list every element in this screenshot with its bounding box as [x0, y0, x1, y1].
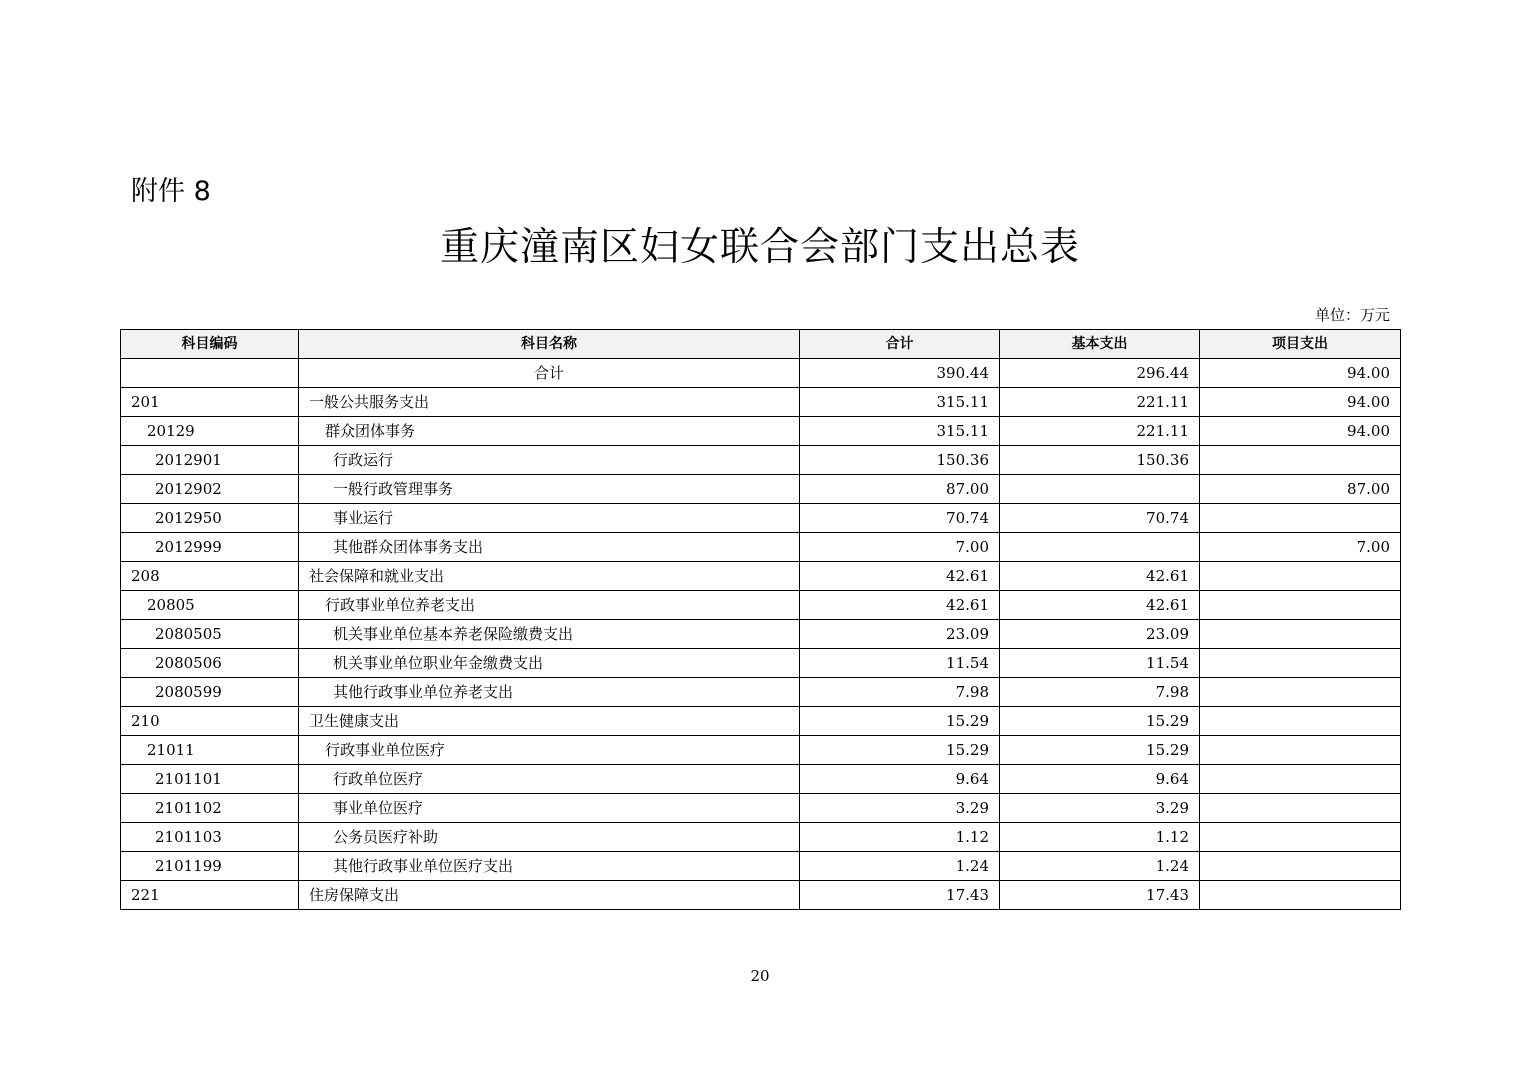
cell-name: 机关事业单位职业年金缴费支出	[299, 649, 800, 678]
cell-code: 201	[121, 388, 299, 417]
table-body	[121, 359, 1401, 910]
cell-project	[1200, 852, 1401, 881]
table-row	[121, 881, 1401, 910]
cell-basic: 23.09	[1000, 620, 1200, 649]
cell-total: 23.09	[800, 620, 1000, 649]
table-row	[121, 794, 1401, 823]
cell-code: 2012901	[121, 446, 299, 475]
cell-total: 15.29	[800, 707, 1000, 736]
unit-label: 单位：万元	[1314, 306, 1390, 324]
cell-name: 公务员医疗补助	[299, 823, 800, 852]
cell-basic: 1.12	[1000, 823, 1200, 852]
cell-project: 94.00	[1200, 388, 1401, 417]
cell-code	[121, 359, 299, 388]
cell-basic: 1.24	[1000, 852, 1200, 881]
cell-name: 群众团体事务	[299, 417, 800, 446]
cell-name: 行政运行	[299, 446, 800, 475]
column-header-code: 科目编码	[121, 330, 299, 359]
column-header-name: 科目名称	[299, 330, 800, 359]
table-row	[121, 852, 1401, 881]
cell-project	[1200, 620, 1401, 649]
cell-name: 机关事业单位基本养老保险缴费支出	[299, 620, 800, 649]
cell-code: 2012902	[121, 475, 299, 504]
table-row	[121, 649, 1401, 678]
cell-code: 2080506	[121, 649, 299, 678]
cell-project	[1200, 562, 1401, 591]
table-row	[121, 591, 1401, 620]
attachment-label: 附件 8	[131, 176, 211, 207]
cell-name: 其他行政事业单位养老支出	[299, 678, 800, 707]
cell-basic: 15.29	[1000, 736, 1200, 765]
cell-basic: 17.43	[1000, 881, 1200, 910]
cell-basic: 42.61	[1000, 591, 1200, 620]
cell-total: 7.00	[800, 533, 1000, 562]
cell-total: 70.74	[800, 504, 1000, 533]
cell-project	[1200, 446, 1401, 475]
cell-name: 其他群众团体事务支出	[299, 533, 800, 562]
table-row	[121, 562, 1401, 591]
cell-total: 7.98	[800, 678, 1000, 707]
cell-project	[1200, 707, 1401, 736]
cell-project	[1200, 736, 1401, 765]
table-row	[121, 707, 1401, 736]
cell-name: 一般公共服务支出	[299, 388, 800, 417]
cell-total: 9.64	[800, 765, 1000, 794]
cell-project	[1200, 765, 1401, 794]
cell-basic	[1000, 475, 1200, 504]
cell-basic: 7.98	[1000, 678, 1200, 707]
cell-project	[1200, 678, 1401, 707]
cell-project	[1200, 881, 1401, 910]
page-number: 20	[750, 967, 770, 985]
expense-table	[120, 329, 1401, 910]
cell-name: 社会保障和就业支出	[299, 562, 800, 591]
cell-basic: 15.29	[1000, 707, 1200, 736]
cell-code: 2101101	[121, 765, 299, 794]
cell-code: 208	[121, 562, 299, 591]
cell-name: 合计	[299, 359, 800, 388]
cell-project: 94.00	[1200, 359, 1401, 388]
cell-project	[1200, 591, 1401, 620]
table-row	[121, 359, 1401, 388]
cell-project	[1200, 504, 1401, 533]
table-row	[121, 736, 1401, 765]
column-header-total: 合计	[800, 330, 1000, 359]
cell-code: 210	[121, 707, 299, 736]
table-header-row	[121, 330, 1401, 359]
cell-basic: 296.44	[1000, 359, 1200, 388]
page-title: 重庆潼南区妇女联合会部门支出总表	[439, 225, 1080, 270]
cell-total: 150.36	[800, 446, 1000, 475]
cell-total: 15.29	[800, 736, 1000, 765]
cell-code: 2101102	[121, 794, 299, 823]
cell-basic: 3.29	[1000, 794, 1200, 823]
cell-name: 行政事业单位养老支出	[299, 591, 800, 620]
cell-basic: 11.54	[1000, 649, 1200, 678]
cell-name: 其他行政事业单位医疗支出	[299, 852, 800, 881]
cell-code: 20805	[121, 591, 299, 620]
table-row	[121, 678, 1401, 707]
cell-name: 卫生健康支出	[299, 707, 800, 736]
cell-total: 87.00	[800, 475, 1000, 504]
table-row	[121, 475, 1401, 504]
table-row	[121, 620, 1401, 649]
cell-project	[1200, 823, 1401, 852]
table-row	[121, 765, 1401, 794]
table-row	[121, 446, 1401, 475]
cell-basic: 9.64	[1000, 765, 1200, 794]
cell-name: 行政事业单位医疗	[299, 736, 800, 765]
cell-project	[1200, 649, 1401, 678]
cell-code: 221	[121, 881, 299, 910]
table-row	[121, 504, 1401, 533]
cell-code: 2101199	[121, 852, 299, 881]
table-row	[121, 823, 1401, 852]
cell-basic: 70.74	[1000, 504, 1200, 533]
column-header-basic: 基本支出	[1000, 330, 1200, 359]
cell-code: 20129	[121, 417, 299, 446]
cell-total: 42.61	[800, 562, 1000, 591]
cell-code: 2101103	[121, 823, 299, 852]
cell-total: 17.43	[800, 881, 1000, 910]
cell-code: 2080599	[121, 678, 299, 707]
cell-code: 21011	[121, 736, 299, 765]
cell-name: 住房保障支出	[299, 881, 800, 910]
cell-total: 3.29	[800, 794, 1000, 823]
cell-total: 315.11	[800, 388, 1000, 417]
cell-basic	[1000, 533, 1200, 562]
cell-name: 事业单位医疗	[299, 794, 800, 823]
cell-total: 1.24	[800, 852, 1000, 881]
cell-project: 94.00	[1200, 417, 1401, 446]
table-row	[121, 533, 1401, 562]
cell-project: 7.00	[1200, 533, 1401, 562]
cell-total: 315.11	[800, 417, 1000, 446]
cell-total: 1.12	[800, 823, 1000, 852]
cell-basic: 42.61	[1000, 562, 1200, 591]
cell-code: 2012950	[121, 504, 299, 533]
cell-name: 一般行政管理事务	[299, 475, 800, 504]
cell-basic: 221.11	[1000, 388, 1200, 417]
cell-code: 2012999	[121, 533, 299, 562]
cell-total: 42.61	[800, 591, 1000, 620]
cell-code: 2080505	[121, 620, 299, 649]
cell-total: 390.44	[800, 359, 1000, 388]
column-header-project: 项目支出	[1200, 330, 1401, 359]
cell-project: 87.00	[1200, 475, 1401, 504]
cell-total: 11.54	[800, 649, 1000, 678]
cell-basic: 150.36	[1000, 446, 1200, 475]
cell-name: 行政单位医疗	[299, 765, 800, 794]
table-row	[121, 417, 1401, 446]
table-row	[121, 388, 1401, 417]
cell-name: 事业运行	[299, 504, 800, 533]
cell-project	[1200, 794, 1401, 823]
cell-basic: 221.11	[1000, 417, 1200, 446]
